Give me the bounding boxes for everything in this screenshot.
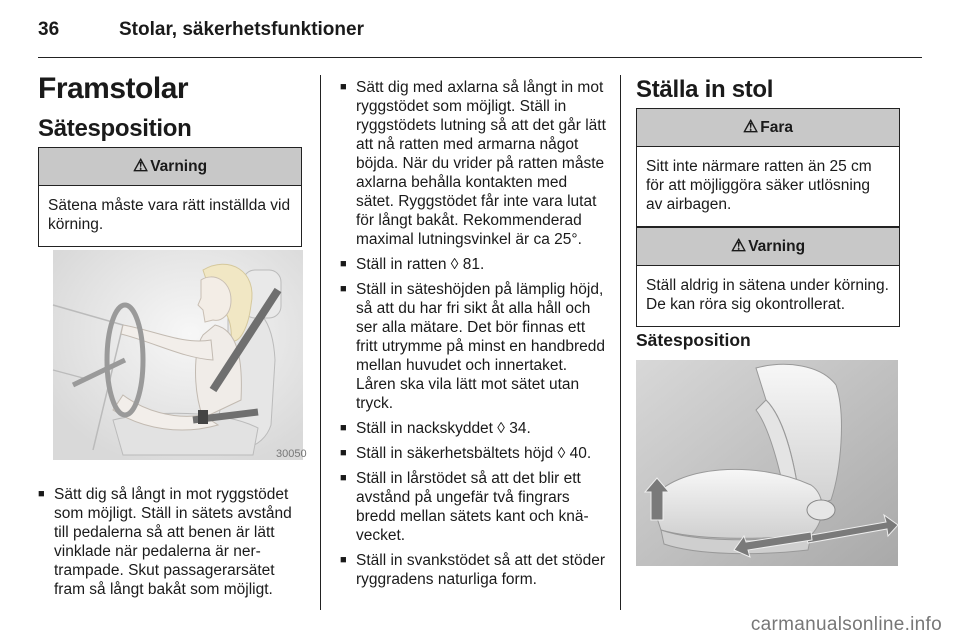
list-item: ■ Ställ in säteshöjden på lämplig höjd, så att du har fri sikt åt alla håll och ser alla mätare. Det bör finnas ett fritt utrymme på minst en handbredd mellan huvudet och innertaket. Låren ska vila lätt mot sätet utan tryck.: [340, 280, 608, 413]
danger-box: [636, 108, 900, 227]
list-item: ■ Sätt dig så långt in mot ryggstödet som möjligt. Ställ in sätets avstånd till pedalerna så att benen är lätt vinklade när pedalerna är nertrampade. Skut passagerarsätet fram så långt bakåt som möjligt.: [38, 485, 300, 599]
warning-box-right: [636, 227, 900, 327]
section-heading-adjust-seat: Ställa in stol: [636, 76, 774, 103]
warning-triangle-icon: ⚠: [743, 117, 759, 136]
column-divider: [620, 75, 621, 610]
section-title: Stolar, säkerhetsfunktioner: [119, 19, 364, 40]
driver-seat-illustration: [53, 250, 307, 460]
driver-illustration-svg: [53, 250, 307, 460]
header-rule: [38, 57, 922, 58]
list-item: ■ Sätt dig med axlarna så långt in mot ryggstödet som möjligt. Ställ in ryggstödets lutning så att det går lätt att nå ratten med armarna något böjda. När du vrider på ratten måste axlarna behålla kontakten med sätet. Ryggstödet får inte vara lutat för långt bakåt. Rekommenderad maximal lutningsvinkel är ca 25°.: [340, 78, 608, 249]
warning-header: [637, 228, 899, 266]
list-item: ■ Ställ in ratten ◊ 81.: [340, 255, 608, 274]
danger-label: Fara: [760, 119, 793, 136]
list-item: ■ Ställ in nackskyddet ◊ 34.: [340, 419, 608, 438]
seat-illustration-svg: [636, 360, 898, 566]
page-number: 36: [38, 19, 60, 40]
warning-header: [39, 148, 301, 186]
list-item: ■ Ställ in svankstödet så att det stöder ryggradens naturliga form.: [340, 551, 608, 589]
seat-adjustment-illustration: [636, 360, 898, 566]
list-item: ■ Ställ in lårstödet så att det blir ett avstånd på ungefär två fingrars bredd mellan sätets kant och knävecket.: [340, 469, 608, 545]
warning-triangle-icon: ⚠: [132, 156, 149, 175]
warning-label: Varning: [150, 158, 208, 175]
figure-number: 30050: [276, 448, 307, 460]
subtitle-seat-position-right: Sätesposition: [636, 330, 751, 350]
list-item: ■ Ställ in säkerhetsbältets höjd ◊ 40.: [340, 444, 608, 463]
warning-triangle-icon: ⚠: [730, 236, 747, 255]
warning-text: Ställ aldrig in sätena under körning. De kan röra sig okontrollerat.: [646, 277, 889, 313]
warning-label: Varning: [748, 238, 806, 255]
middle-bullet-list: [340, 78, 608, 595]
danger-text: Sitt inte närmare ratten än 25 cm för att möjliggöra säker utlösning av airbagen.: [646, 158, 872, 213]
danger-header: [637, 109, 899, 147]
warning-text: Sätena måste vara rätt inställda vid körning.: [48, 197, 291, 233]
subtitle-seat-position: Sätesposition: [38, 115, 192, 142]
warning-box: [38, 147, 302, 247]
watermark: carmanualsonline.info: [750, 614, 942, 635]
column-divider: [320, 75, 321, 610]
page-title: Framstolar: [38, 72, 189, 105]
left-bullet-list: [38, 485, 300, 605]
